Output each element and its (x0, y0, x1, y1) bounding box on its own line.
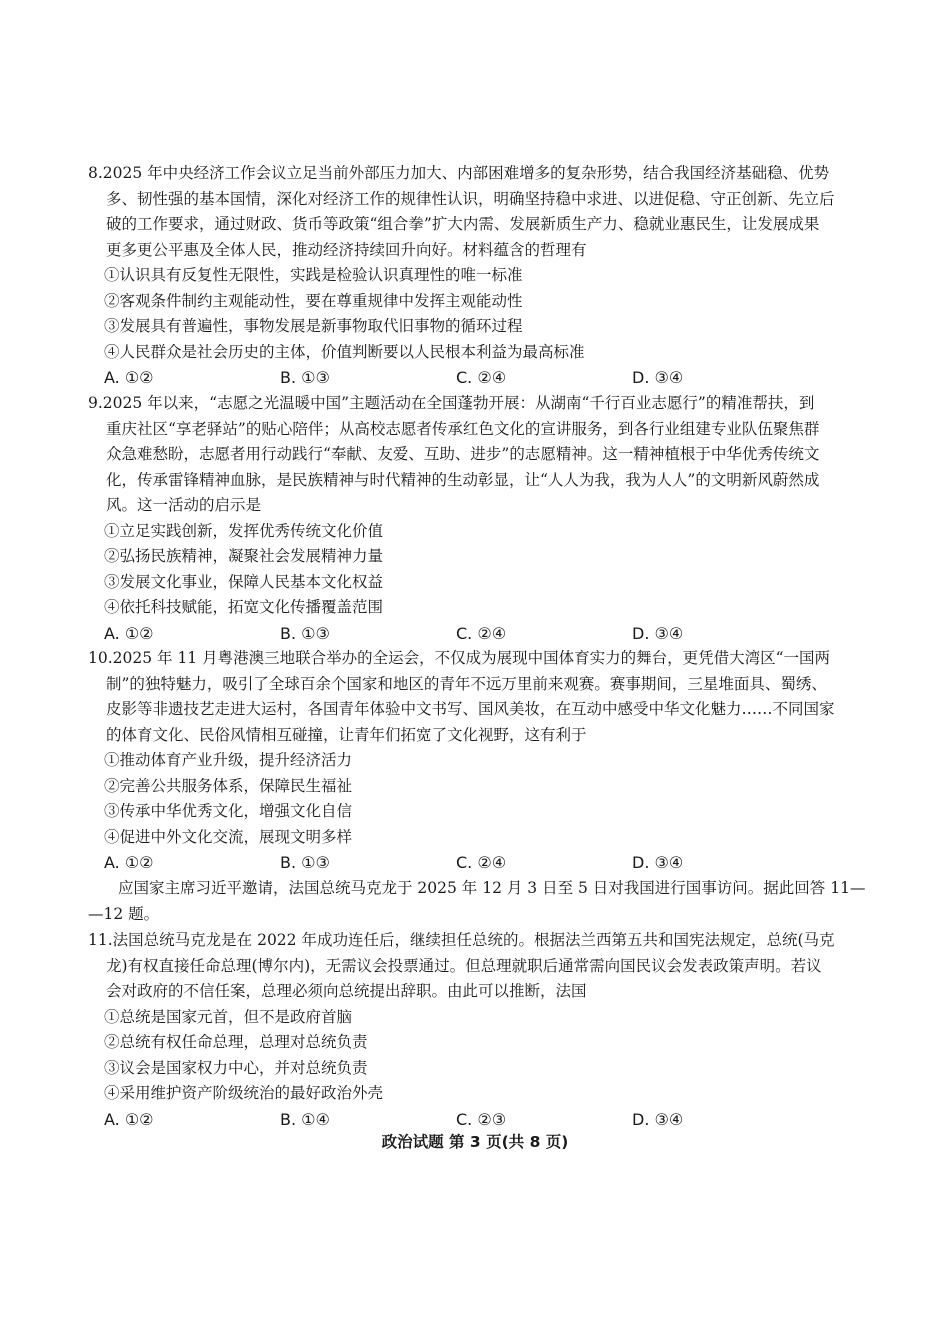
choice-c[interactable]: C. ②③ (456, 1109, 507, 1129)
question-8-stem-line: 8.2025 年中央经济工作会议立足当前外部压力加大、内部困难增多的复杂形势，结合我国经济基础稳、优势 (88, 164, 830, 182)
choice-d[interactable]: D. ③④ (632, 853, 684, 872)
question-10-option-3: ③传承中华优秀文化，增强文化自信 (104, 802, 353, 820)
choice-d[interactable]: D. ③④ (632, 1109, 684, 1129)
question-10-option-2: ②完善公共服务体系，保障民生福祉 (104, 776, 353, 795)
question-9-stem-line: 众急难愁盼，志愿者用行动践行“奉献、友爱、互助、进步”的志愿精神。这一精神植根于中华优秀传统文 (106, 445, 820, 463)
question-11-option-4: ④采用维护资产阶级统治的最好政治外壳 (104, 1084, 384, 1102)
choice-c[interactable]: C. ②④ (456, 853, 507, 872)
question-10 (88, 646, 888, 876)
question-10-stem-line: 的体育文化、民俗风情相互碰撞，让青年们拓宽了文化视野，这有利于 (106, 725, 587, 744)
question-8-option-3: ③发展具有普遍性，事物发展是新事物取代旧事物的循环过程 (104, 317, 523, 335)
page-footer: 政治试题 第 3 页(共 8 页) (381, 1133, 569, 1151)
intro-line: 应国家主席习近平邀请，法国总统马克龙于 2025 年 12 月 3 日至 5 日对我国进行国事访问。据此回答 11— (118, 879, 866, 897)
choice-b[interactable]: B. ①③ (280, 853, 330, 872)
question-9-option-1: ①立足实践创新，发挥优秀传统文化价值 (104, 521, 384, 540)
question-9-option-2: ②弘扬民族精神，凝聚社会发展精神力量 (104, 547, 384, 565)
question-10-option-4: ④促进中外文化交流，展现文明多样 (104, 827, 353, 846)
question-8 (88, 161, 888, 391)
question-10-stem-line: 10.2025 年 11 月粤港澳三地联合举办的全运会，不仅成为展现中国体育实力的舞台，更凭借大湾区“一国两 (88, 649, 831, 667)
question-group-intro (88, 876, 888, 927)
question-8-choices (88, 365, 888, 391)
choice-b[interactable]: B. ①③ (280, 368, 330, 387)
question-11-option-3: ③议会是国家权力中心，并对总统负责 (104, 1058, 368, 1077)
question-8-option-1: ①认识具有反复性无限性，实践是检验认识真理性的唯一标准 (104, 266, 523, 284)
question-8-stem-line: 多、韧性强的基本国情，深化对经济工作的规律性认识，明确坚持稳中求进、以进促稳、守正创新、先立后 (106, 189, 835, 208)
question-11-option-2: ②总统有权任命总理，总理对总统负责 (104, 1033, 368, 1051)
question-8-option-2: ②客观条件制约主观能动性，要在尊重规律中发挥主观能动性 (104, 291, 523, 310)
question-11-stem-line: 龙)有权直接任命总理(博尔内)，无需议会投票通过。但总理就职后通常需向国民议会发表政策声明。若议 (106, 956, 822, 975)
choice-a[interactable]: A. ①② (104, 853, 154, 872)
choice-c[interactable]: C. ②④ (456, 368, 507, 387)
question-9-option-3: ③发展文化事业，保障人民基本文化权益 (104, 572, 384, 591)
question-11-choices (88, 1107, 888, 1133)
intro-line: —12 题。 (88, 904, 160, 923)
question-10-stem-line: 制”的独特魅力，吸引了全球百余个国家和地区的青年不远万里前来观赛。赛事期间，三星堆面具、蜀绣、 (106, 674, 827, 693)
question-8-stem-line: 更多更公平惠及全体人民，推动经济持续回升向好。材料蕴含的哲理有 (106, 240, 587, 259)
choice-a[interactable]: A. ①② (104, 368, 154, 387)
question-9-stem-line: 化，传承雷锋精神血脉，是民族精神与时代精神的生动彰显，让“人人为我，我为人人”的文明新风蔚然成 (106, 470, 820, 489)
question-11-stem-line: 会对政府的不信任案，总理必须向总统提出辞职。由此可以推断，法国 (106, 982, 587, 1000)
choice-a[interactable]: A. ①② (104, 623, 154, 643)
question-8-stem-line: 破的工作要求，通过财政、货币等政策“组合拳”扩大内需、发展新质生产力、稳就业惠民生，让发展成果 (106, 215, 820, 233)
choice-d[interactable]: D. ③④ (632, 368, 684, 387)
question-9 (88, 391, 888, 647)
question-9-stem-line: 重庆社区“享老驿站”的贴心陪伴；从高校志愿者传承红色文化的宣讲服务，到各行业组建专业队伍聚焦群 (106, 419, 820, 438)
question-10-option-1: ①推动体育产业升级，提升经济活力 (104, 751, 353, 769)
question-11 (88, 928, 888, 1133)
choice-a[interactable]: A. ①② (104, 1109, 154, 1129)
question-10-stem-line: 皮影等非遗技艺走进大运村，各国青年体验中文书写、国风美妆，在互动中感受中华文化魅力……不同国家 (106, 700, 835, 718)
question-9-stem-line: 风。这一活动的启示是 (106, 496, 262, 514)
question-11-stem-line: 11.法国总统马克龙是在 2022 年成功连任后，继续担任总统的。根据法兰西第五共和国宪法规定，总统(马克 (88, 931, 835, 949)
question-10-choices (88, 850, 888, 876)
question-9-stem-line: 9.2025 年以来，“志愿之光温暖中国”主题活动在全国蓬勃开展：从湖南“千行百业志愿行”的精准帮扶，到 (88, 394, 815, 412)
choice-d[interactable]: D. ③④ (632, 623, 684, 643)
choice-b[interactable]: B. ①④ (280, 1109, 330, 1129)
question-9-choices (88, 621, 888, 647)
question-9-option-4: ④依托科技赋能，拓宽文化传播覆盖范围 (104, 598, 384, 616)
question-8-option-4: ④人民群众是社会历史的主体，价值判断要以人民根本利益为最高标准 (104, 342, 585, 361)
question-11-option-1: ①总统是国家元首，但不是政府首脑 (104, 1007, 353, 1026)
choice-c[interactable]: C. ②④ (456, 623, 507, 643)
choice-b[interactable]: B. ①③ (280, 623, 330, 643)
